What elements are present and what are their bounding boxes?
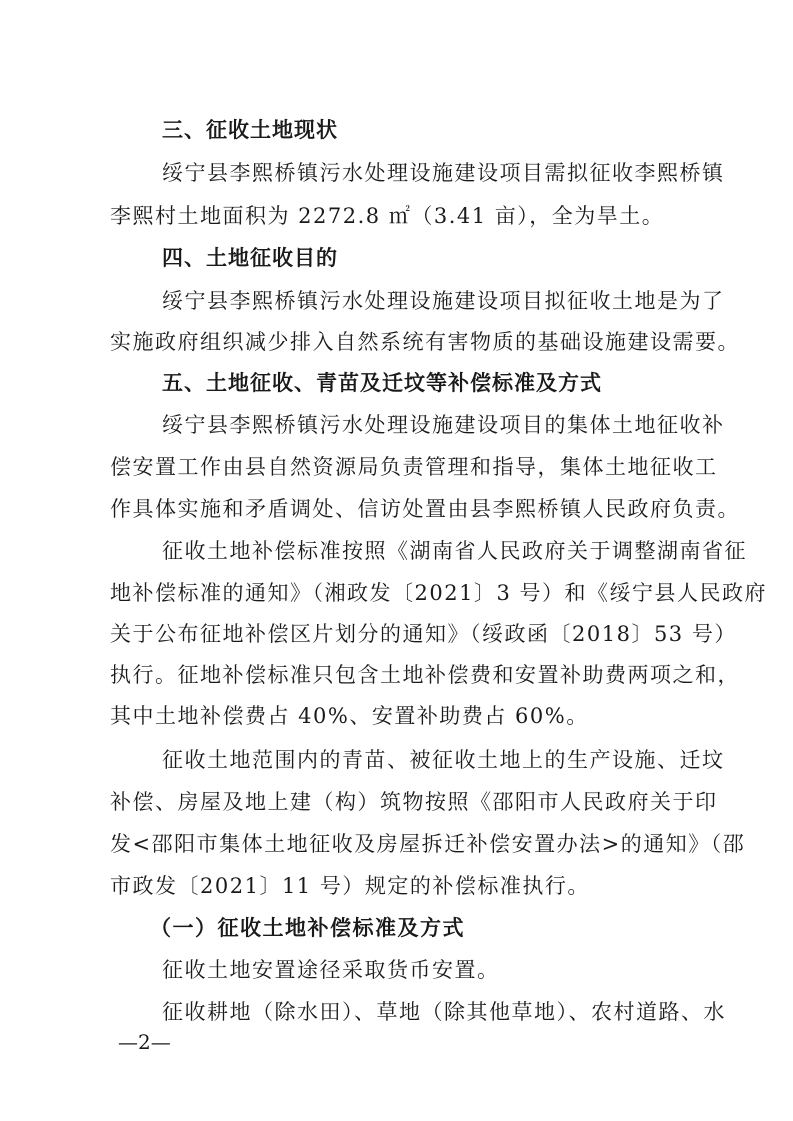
paragraph-line: 补偿、房屋及地上建（构）筑物按照《邵阳市人民政府关于印 bbox=[110, 790, 718, 814]
paragraph-line: 市政发〔2021〕11 号）规定的补偿标准执行。 bbox=[110, 874, 590, 898]
section-heading-4: 四、土地征收目的 bbox=[162, 246, 338, 270]
paragraph-line: 征收土地补偿标准按照《湖南省人民政府关于调整湖南省征 bbox=[162, 539, 747, 563]
paragraph-line: 关于公布征地补偿区片划分的通知》（绥政函〔2018〕53 号） bbox=[110, 622, 737, 646]
page-number: —2— bbox=[118, 1030, 171, 1054]
paragraph-line: 绥宁县李熙桥镇污水处理设施建设项目的集体土地征收补 bbox=[162, 413, 725, 437]
paragraph-line: 李熙村土地面积为 2272.8 ㎡（3.41 亩），全为旱土。 bbox=[110, 204, 665, 228]
paragraph-line: 征收耕地（除水田）、草地（除其他草地）、农村道路、水 bbox=[162, 1000, 726, 1024]
paragraph-line: 征收土地范围内的青苗、被征收土地上的生产设施、迁坟 bbox=[162, 748, 725, 772]
section-heading-3: 三、征收土地现状 bbox=[162, 118, 338, 142]
subsection-heading: （一）征收土地补偿标准及方式 bbox=[150, 916, 465, 940]
paragraph-line: 发<邵阳市集体土地征收及房屋拆迁补偿安置办法>的通知》（邵 bbox=[110, 832, 746, 856]
paragraph-line: 地补偿标准的通知》（湘政发〔2021〕3 号）和《绥宁县人民政府 bbox=[110, 581, 767, 605]
paragraph-line: 执行。征地补偿标准只包含土地补偿费和安置补助费两项之和， bbox=[110, 663, 740, 687]
paragraph-line: 实施政府组织减少排入自然系统有害物质的基础设施建设需要。 bbox=[110, 330, 740, 354]
section-heading-5: 五、土地征收、青苗及迁坟等补偿标准及方式 bbox=[162, 371, 602, 395]
paragraph-line: 偿安置工作由县自然资源局负责管理和指导，集体土地征收工 bbox=[110, 455, 718, 479]
paragraph-line: 绥宁县李熙桥镇污水处理设施建设项目拟征收土地是为了 bbox=[162, 289, 725, 313]
paragraph-line: 其中土地补偿费占 40%、安置补助费占 60%。 bbox=[110, 704, 589, 728]
paragraph-line: 征收土地安置途径采取货币安置。 bbox=[162, 958, 500, 982]
paragraph-line: 作具体实施和矛盾调处、信访处置由县李熙桥镇人民政府负责。 bbox=[110, 497, 740, 521]
paragraph-line: 绥宁县李熙桥镇污水处理设施建设项目需拟征收李熙桥镇 bbox=[162, 161, 725, 185]
